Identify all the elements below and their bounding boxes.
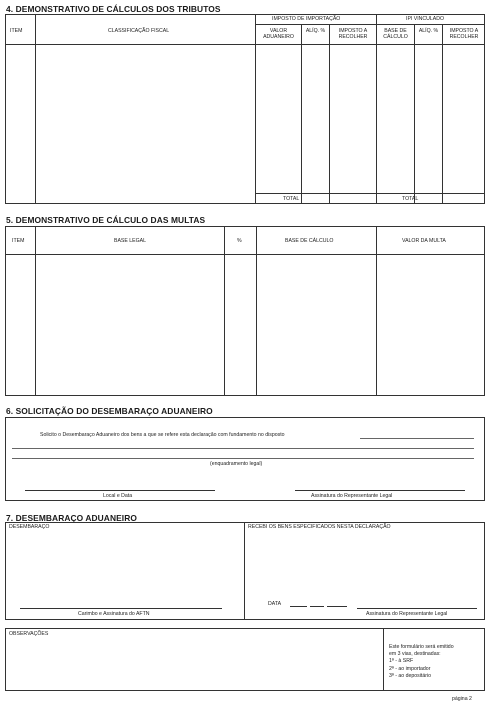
assinatura-recebimento-label: Assinatura do Representante Legal: [366, 611, 448, 617]
imposto-recolher-ii-header: IMPOSTO A RECOLHER: [338, 28, 368, 40]
classificacao-header: CLASSIFICAÇÃO FISCAL: [108, 28, 170, 34]
section-4-title: 4. DEMONSTRATIVO DE CÁLCULOS DOS TRIBUTOS: [6, 4, 221, 14]
vias-note-line-3: 1ª - à SRF: [389, 658, 414, 665]
solicitacao-box: [5, 417, 485, 501]
aliq-ii-header: ALÍQ. %: [305, 28, 326, 34]
observacoes-label: OBSERVAÇÕES: [9, 631, 49, 637]
total-ii-label: TOTAL: [283, 196, 300, 202]
solicitacao-text: Solicito o Desembaraço Aduaneiro dos bens a que se refere esta declaração com fundamento no disposto: [40, 432, 285, 438]
base-calculo-multa-header: BASE DE CÁLCULO: [285, 238, 334, 244]
imposto-recolher-ipi-header: IMPOSTO A RECOLHER: [449, 28, 479, 40]
multa-item-header: ITEM: [12, 238, 25, 244]
recebi-label: RECEBI OS BENS ESPECIFICADOS NESTA DECLARAÇÃO: [248, 524, 391, 530]
aliq-ipi-header: ALÍQ. %: [418, 28, 439, 34]
tributos-table: [5, 14, 485, 204]
vias-note-line-1: Este formulário será emitido: [389, 644, 454, 650]
vias-note: [389, 644, 454, 680]
page-number: página 2: [452, 696, 472, 702]
section-6-title: 6. SOLICITAÇÃO DO DESEMBARAÇO ADUANEIRO: [6, 406, 213, 416]
vias-note-line-2: em 3 vias, destinadas:: [389, 651, 441, 658]
section-5-title: 5. DEMONSTRATIVO DE CÁLCULO DAS MULTAS: [6, 215, 206, 225]
multas-table: [5, 226, 485, 396]
base-legal-header: BASE LEGAL: [114, 238, 147, 244]
ipi-vinculado-header: IPI VINCULADO: [406, 16, 445, 22]
base-calculo-ipi-header: BASE DE CÁLCULO: [383, 28, 408, 40]
desembaraco-box: [5, 522, 485, 620]
valor-multa-header: VALOR DA MULTA: [402, 238, 446, 244]
desembaraco-label: DESEMBARAÇO: [9, 524, 50, 530]
section-7-title: 7. DESEMBARAÇO ADUANEIRO: [6, 513, 137, 523]
carimbo-label: Carimbo e Assinatura do AFTN: [78, 611, 150, 617]
local-data-label: Local e Data: [103, 493, 133, 499]
imposto-importacao-header: IMPOSTO DE IMPORTAÇÃO: [272, 16, 341, 22]
item-header: ITEM: [10, 28, 23, 34]
vias-note-line-5: 3ª - ao depositário: [389, 672, 432, 679]
percent-header: %: [237, 238, 242, 244]
valor-aduaneiro-header: VALOR ADUANEIRO: [263, 28, 294, 40]
assinatura-solicitacao-label: Assinatura do Representante Legal: [311, 493, 393, 499]
data-label: DATA: [268, 601, 282, 607]
total-ipi-label: TOTAL: [402, 196, 419, 202]
vias-note-line-4: 2ª - ao importador: [389, 665, 431, 672]
enquadramento-label: (enquadramento legal): [210, 461, 263, 467]
